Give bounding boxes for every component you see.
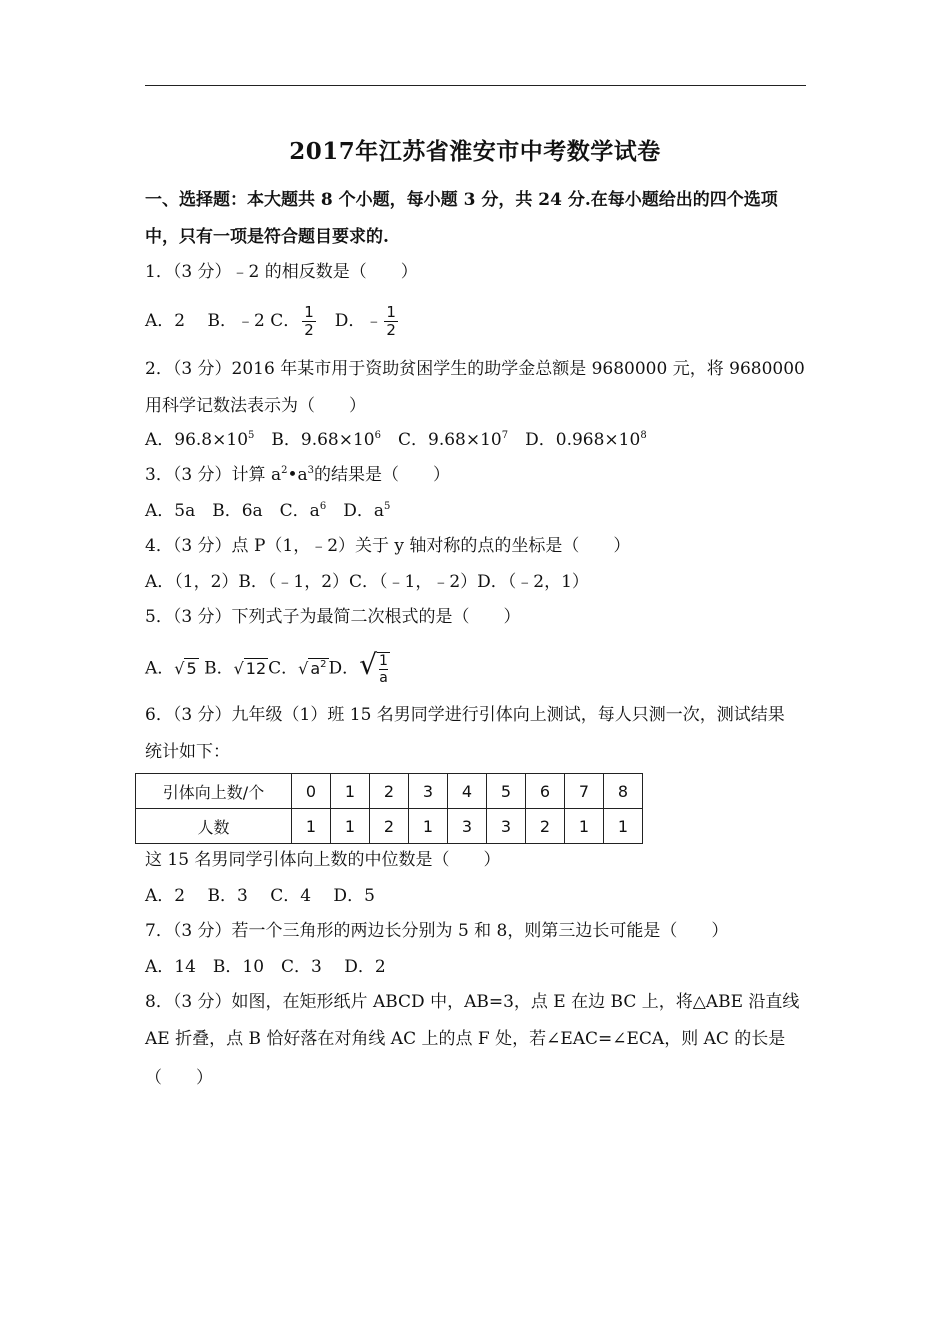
exponent: 5 xyxy=(383,501,391,512)
q5-stem: 5．（3 分）下列式子为最简二次根式的是（ ） xyxy=(145,607,521,627)
q3-stem-pre: 3．（3 分）计算 a xyxy=(145,465,282,485)
exponent: 6 xyxy=(319,501,327,512)
q1-option-d: D．﹣ xyxy=(317,311,383,331)
radicand-base: a xyxy=(310,659,321,678)
q6-options: A．2 B．3 C．4 D．5 xyxy=(145,886,375,906)
q5-option-c-sqrt xyxy=(298,657,328,681)
radicand: 12 xyxy=(245,659,267,678)
pullup-stats-table xyxy=(135,773,643,844)
q6-stem-line2: 统计如下： xyxy=(145,742,230,762)
q5-option-b-sqrt xyxy=(234,657,269,681)
section-heading-line1: 一、选择题：本大题共 8 个小题，每小题 3 分，共 24 分.在每小题给出的四个选项 xyxy=(145,190,778,210)
q4-stem: 4．（3 分）点 P（1，﹣2）关于 y 轴对称的点的坐标是（ ） xyxy=(145,536,631,556)
table-header-cell: 引体向上数/个 xyxy=(136,774,292,809)
q1-option-a-b-c: A．2 B．﹣2 C． xyxy=(145,311,301,331)
sqrt-icon: √ xyxy=(233,659,244,678)
q3-options-mid: D．a xyxy=(326,501,384,521)
q2-stem-line2: 用科学记数法表示为（ ） xyxy=(145,396,366,416)
table-cell: 3 xyxy=(448,809,487,844)
table-cell: 6 xyxy=(526,774,565,809)
q7-stem: 7．（3 分）若一个三角形的两边长分别为 5 和 8，则第三边长可能是（ ） xyxy=(145,921,729,941)
table-cell: 4 xyxy=(448,774,487,809)
q5-options xyxy=(145,648,390,686)
table-cell: 8 xyxy=(604,774,643,809)
q3-stem-mid: •a xyxy=(287,465,308,485)
table-cell: 2 xyxy=(370,774,409,809)
exponent: 2 xyxy=(281,465,288,476)
table-cell: 1 xyxy=(331,774,370,809)
q6-stem-line1: 6．（3 分）九年级（1）班 15 名男同学进行引体向上测试，每人只测一次，测试结果 xyxy=(145,705,785,725)
table-cell: 3 xyxy=(487,809,526,844)
exponent: 6 xyxy=(374,430,381,441)
table-header-cell: 人数 xyxy=(136,809,292,844)
exponent: 2 xyxy=(320,659,327,670)
radicand xyxy=(308,658,328,679)
sqrt-icon: √ xyxy=(298,659,309,678)
radicand-fraction xyxy=(379,653,388,686)
table-row xyxy=(136,774,643,809)
q3-options xyxy=(145,499,390,523)
table-cell: 0 xyxy=(292,774,331,809)
fraction-numerator: 1 xyxy=(304,303,314,321)
q1-option-c-fraction xyxy=(302,304,316,339)
q3-stem xyxy=(145,463,450,487)
exponent: 3 xyxy=(307,465,314,476)
q3-stem-post: 的结果是（ ） xyxy=(314,465,450,485)
q5-option-c-label: C． xyxy=(268,658,299,679)
table-cell: 1 xyxy=(409,809,448,844)
q2-stem-line1: 2．（3 分）2016 年某市用于资助贫困学生的助学金总额是 9680000 元，将 9680000 xyxy=(145,359,805,379)
q5-option-a-label: A． xyxy=(145,658,175,679)
table-cell: 1 xyxy=(604,809,643,844)
table-cell: 1 xyxy=(292,809,331,844)
fraction-numerator: 1 xyxy=(379,653,388,669)
table-cell: 7 xyxy=(565,774,604,809)
sqrt-icon: √ xyxy=(359,648,378,681)
table-cell: 1 xyxy=(565,809,604,844)
q5-option-a-sqrt xyxy=(174,657,198,681)
q2-option-c: C．9.68×10 xyxy=(381,430,502,450)
q7-options: A．14 B．10 C．3 D．2 xyxy=(145,957,386,977)
q8-stem-line2: AE 折叠，点 B 恰好落在对角线 AC 上的点 F 处，若∠EAC=∠ECA，则 AC 的长是 xyxy=(145,1029,786,1049)
q3-options-pre: A．5a B．6a C．a xyxy=(145,501,320,521)
exponent: 5 xyxy=(248,430,255,441)
q5-option-d-label: D． xyxy=(328,658,360,679)
q2-option-d: D．0.968×10 xyxy=(508,430,641,450)
page-title: 2017年江苏省淮安市中考数学试卷 xyxy=(289,138,661,165)
table-cell: 2 xyxy=(526,809,565,844)
q1-stem: 1．（3 分）﹣2 的相反数是（ ） xyxy=(145,262,418,282)
q2-options xyxy=(145,428,647,452)
header-rule xyxy=(145,85,806,86)
table-row xyxy=(136,809,643,844)
radicand: 5 xyxy=(186,659,197,678)
exponent: 7 xyxy=(501,430,509,441)
q2-option-b: B．9.68×10 xyxy=(254,430,375,450)
q6-question: 这 15 名男同学引体向上数的中位数是（ ） xyxy=(145,850,501,870)
q5-option-b-label: B． xyxy=(198,658,234,679)
fraction-denominator: a xyxy=(379,670,388,686)
q4-options: A．（1，2）B．（﹣1，2）C．（﹣1，﹣2）D．（﹣2，1） xyxy=(145,572,589,592)
section-heading-line2: 中，只有一项是符合题目要求的. xyxy=(145,227,389,247)
q1-option-d-fraction xyxy=(384,304,398,339)
table-cell: 2 xyxy=(370,809,409,844)
q8-stem-line1: 8．（3 分）如图，在矩形纸片 ABCD 中，AB=3，点 E 在边 BC 上，将△ABE 沿直线 xyxy=(145,992,800,1012)
sqrt-icon: √ xyxy=(174,659,185,678)
fraction-numerator: 1 xyxy=(386,303,396,321)
q1-options xyxy=(145,304,400,339)
q8-stem-line3: （ ） xyxy=(145,1068,213,1088)
radicand xyxy=(377,652,390,686)
fraction-denominator: 2 xyxy=(304,321,314,339)
table-cell: 1 xyxy=(331,809,370,844)
exponent: 8 xyxy=(640,430,647,441)
q2-option-a: A．96.8×10 xyxy=(145,430,249,450)
q5-option-d-sqrt xyxy=(359,648,390,686)
fraction-denominator: 2 xyxy=(386,321,396,339)
table-cell: 3 xyxy=(409,774,448,809)
table-cell: 5 xyxy=(487,774,526,809)
